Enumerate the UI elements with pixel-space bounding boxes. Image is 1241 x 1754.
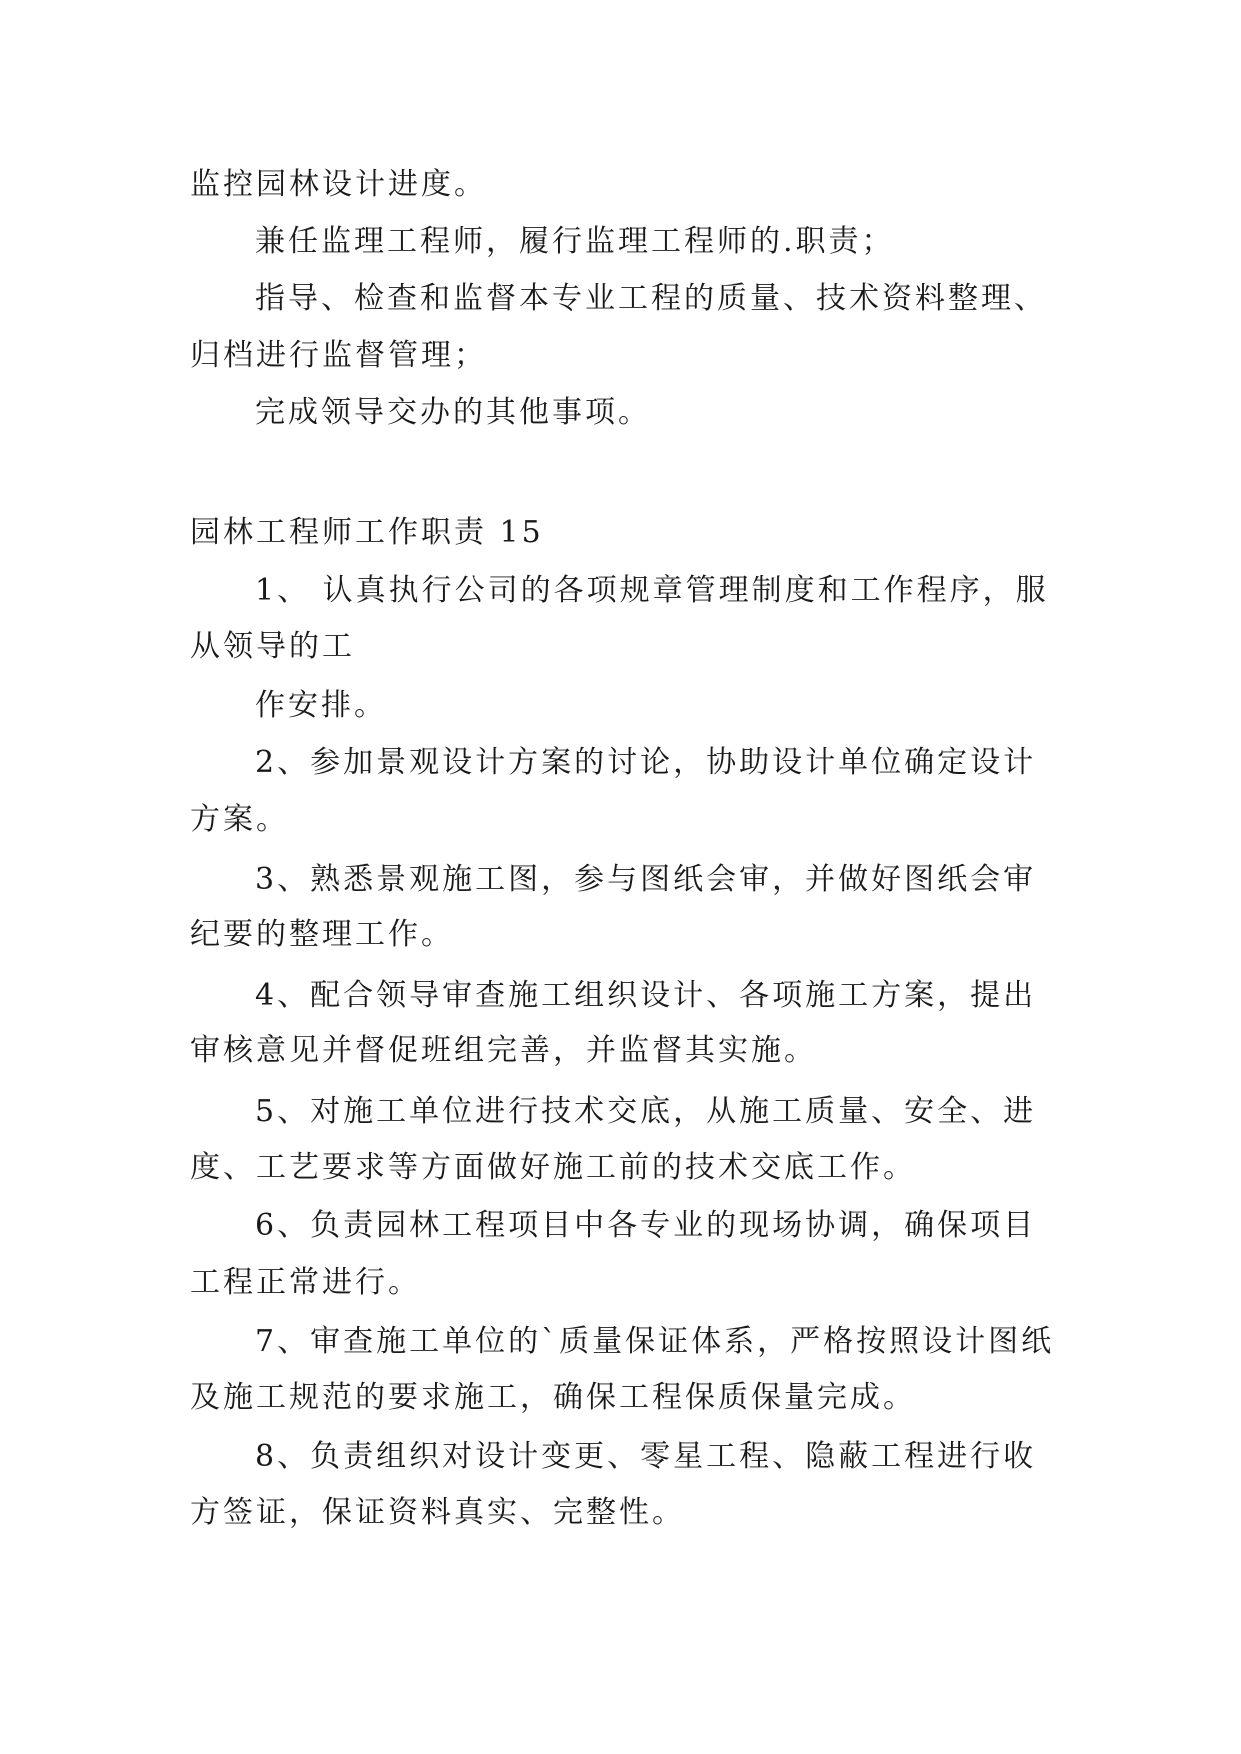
text-line: 完成领导交办的其他事项。	[255, 395, 651, 430]
text-line: 及施工规范的要求施工，确保工程保质保量完成。	[190, 1380, 916, 1415]
text-line: 审核意见并督促班组完善，并监督其实施。	[190, 1033, 817, 1068]
text-line: 工程正常进行。	[190, 1265, 421, 1300]
list-item: 6、负责园林工程项目中各专业的现场协调，确保项目	[255, 1208, 1037, 1243]
text-line: 度、工艺要求等方面做好施工前的技术交底工作。	[190, 1150, 916, 1185]
text-line: 兼任监理工程师，履行监理工程师的.职责；	[255, 224, 895, 259]
text-line: 归档进行监督管理；	[190, 338, 487, 373]
text-line: 方签证，保证资料真实、完整性。	[190, 1495, 685, 1530]
text-line: 作安排。	[255, 688, 387, 723]
section-heading: 园林工程师工作职责 15	[190, 515, 544, 550]
list-item: 3、熟悉景观施工图，参与图纸会审，并做好图纸会审	[255, 862, 1037, 897]
text-line: 监控园林设计进度。	[190, 167, 487, 202]
list-item: 7、审查施工单位的`质量保证体系，严格按照设计图纸	[255, 1324, 1055, 1359]
list-item: 8、负责组织对设计变更、零星工程、隐蔽工程进行收	[255, 1439, 1037, 1474]
text-line: 方案。	[190, 802, 289, 837]
list-item: 5、对施工单位进行技术交底，从施工质量、安全、进	[255, 1094, 1037, 1129]
text-line: 从领导的工	[190, 629, 355, 664]
text-line: 指导、检查和监督本专业工程的质量、技术资料整理、	[255, 281, 1047, 316]
list-item: 2、参加景观设计方案的讨论，协助设计单位确定设计	[255, 745, 1037, 780]
text-line: 纪要的整理工作。	[190, 917, 454, 952]
list-item: 4、配合领导审查施工组织设计、各项施工方案，提出	[255, 978, 1037, 1013]
list-item: 1、 认真执行公司的各项规章管理制度和工作程序，服	[255, 573, 1049, 608]
